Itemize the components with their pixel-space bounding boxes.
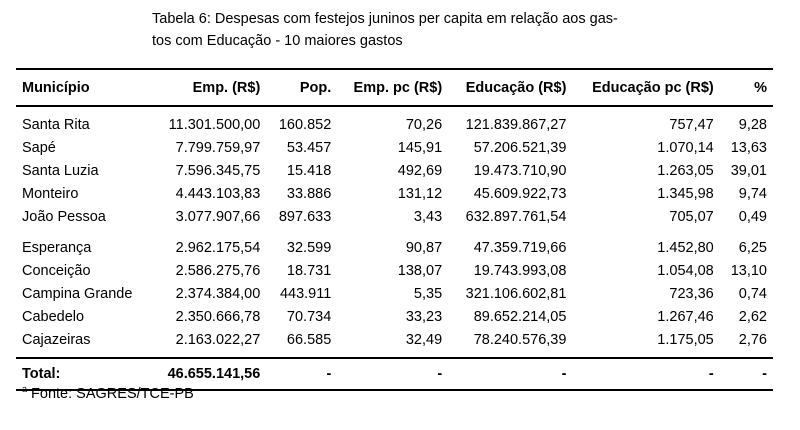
caption-line-2: tos com Educação - 10 maiores gastos [152,33,403,49]
cell-emp: 3.077.907,66 [175,208,261,225]
cell-municipio: Santa Rita [22,116,90,133]
cell-educacao: 57.206.521,39 [473,139,567,156]
col-header-emp-pc: Emp. pc (R$) [353,79,443,96]
cell-emp-pc: 131,12 [397,185,443,202]
total-emp-pc: - [437,366,443,382]
cell-emp: 2.586.275,76 [175,262,261,279]
table-row [16,259,773,282]
table-row [16,305,773,328]
cell-educacao-pc: 723,36 [669,285,714,302]
cell-pop: 18.731 [286,262,332,279]
footnote [22,384,194,402]
cell-educacao-pc: 757,47 [669,116,714,133]
cell-percent: 9,28 [738,116,767,133]
cell-educacao-pc: 1.452,80 [657,239,714,256]
cell-educacao: 121.839.867,27 [465,116,567,133]
total-emp: 46.655.141,56 [167,366,261,382]
table-caption [152,8,652,52]
cell-emp: 2.374.384,00 [175,285,261,302]
cell-emp: 7.596.345,75 [175,162,261,179]
cell-educacao: 78.240.576,39 [473,331,567,348]
cell-emp-pc: 3,43 [413,208,443,225]
cell-educacao-pc: 1.267,46 [657,308,714,325]
cell-pop: 15.418 [286,162,332,179]
cell-pop: 33.886 [286,185,332,202]
cell-educacao: 45.609.922,73 [473,185,567,202]
total-label: Total: [22,366,61,382]
caption-line-1: Tabela 6: Despesas com festejos juninos per capita em relação aos gas- [152,11,618,27]
footnote-mark: a [22,384,28,394]
cell-educacao-pc: 1.070,14 [657,139,714,156]
cell-emp: 2.962.175,54 [175,239,261,256]
cell-emp-pc: 33,23 [405,308,443,325]
col-header-percent: % [754,79,767,96]
table-row [16,182,773,205]
cell-emp: 7.799.759,97 [175,139,261,156]
cell-educacao-pc: 1.175,05 [657,331,714,348]
cell-percent: 13,63 [730,139,767,156]
total-percent: - [762,366,767,382]
cell-percent: 0,74 [738,285,767,302]
cell-percent: 9,74 [738,185,767,202]
expenses-table [16,68,773,391]
cell-emp-pc: 70,26 [405,116,443,133]
col-header-municipio: Município [22,79,90,96]
cell-educacao: 19.743.993,08 [473,262,567,279]
cell-educacao-pc: 705,07 [669,208,714,225]
cell-emp: 2.350.666,78 [175,308,261,325]
cell-municipio: Esperança [22,239,92,256]
col-header-educacao-pc: Educação pc (R$) [592,79,714,96]
cell-emp-pc: 5,35 [413,285,443,302]
cell-pop: 70.734 [286,308,332,325]
cell-pop: 160.852 [278,116,332,133]
cell-pop: 32.599 [286,239,332,256]
table-row [16,282,773,305]
col-header-pop: Pop. [299,79,332,96]
table-row [16,106,773,136]
cell-percent: 39,01 [730,162,767,179]
cell-emp-pc: 32,49 [405,331,443,348]
cell-percent: 6,25 [738,239,767,256]
cell-percent: 2,76 [738,331,767,348]
table-row [16,136,773,159]
header-row [16,69,773,106]
cell-pop: 443.911 [279,285,332,302]
cell-municipio: Monteiro [22,185,79,202]
cell-educacao: 89.652.214,05 [473,308,567,325]
cell-municipio: Conceição [22,262,91,279]
cell-percent: 13,10 [730,262,767,279]
cell-educacao: 19.473.710,90 [473,162,567,179]
cell-pop: 53.457 [286,139,332,156]
cell-emp-pc: 492,69 [397,162,443,179]
cell-municipio: Sapé [22,139,56,156]
cell-educacao: 321.106.602,81 [465,285,567,302]
cell-educacao: 632.897.761,54 [465,208,567,225]
cell-municipio: Campina Grande [22,285,133,302]
cell-emp: 2.163.022,27 [175,331,261,348]
cell-pop: 66.585 [286,331,332,348]
cell-municipio: João Pessoa [22,208,106,225]
cell-municipio: Cabedelo [22,308,85,325]
cell-pop: 897.633 [278,208,332,225]
cell-educacao-pc: 1.345,98 [657,185,714,202]
total-educacao: - [561,366,567,382]
cell-emp-pc: 90,87 [405,239,443,256]
cell-educacao: 47.359.719,66 [473,239,567,256]
table-row [16,228,773,259]
cell-percent: 2,62 [738,308,767,325]
cell-municipio: Santa Luzia [22,162,99,179]
cell-educacao-pc: 1.054,08 [657,262,714,279]
col-header-emp: Emp. (R$) [192,79,261,96]
cell-emp-pc: 145,91 [397,139,443,156]
cell-emp: 11.301.500,00 [168,116,261,133]
total-educacao-pc: - [708,366,714,382]
table-row [16,159,773,182]
total-pop: - [326,366,332,382]
cell-percent: 0,49 [738,208,767,225]
table-row [16,205,773,228]
col-header-educacao: Educação (R$) [465,79,567,96]
table-row [16,328,773,358]
cell-municipio: Cajazeiras [22,331,91,348]
cell-emp: 4.443.103,83 [175,185,261,202]
footnote-text: Fonte: SAGRES/TCE-PB [27,385,194,402]
cell-educacao-pc: 1.263,05 [657,162,714,179]
cell-emp-pc: 138,07 [397,262,443,279]
